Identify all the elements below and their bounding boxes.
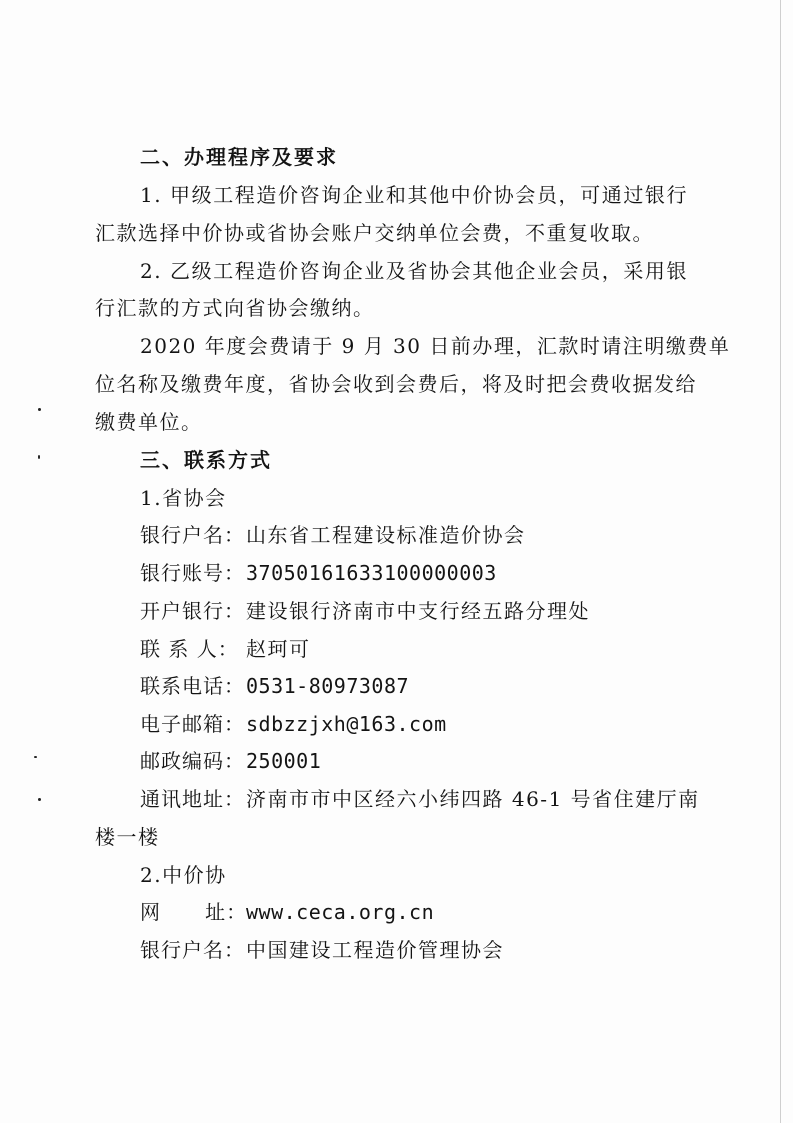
scan-edge-line [780, 0, 781, 1123]
provincial-bank-row [140, 597, 590, 625]
provincial-account-no-row [140, 559, 497, 587]
provincial-email-row [140, 710, 447, 738]
account-name-value: 山东省工程建设标准造价协会 [246, 523, 526, 547]
cca-account-name-label: 银行户名： [140, 938, 245, 962]
provincial-association-title: 1.省协会 [140, 486, 227, 510]
provincial-contact-row [140, 635, 311, 663]
provincial-address-row [140, 785, 700, 813]
account-no-value: 37050161633100000003 [246, 561, 497, 585]
scan-speck [38, 408, 41, 411]
section2-paragraph-line3: 缴费单位。 [95, 410, 203, 434]
address-label: 通讯地址： [140, 787, 245, 811]
scan-speck [38, 455, 40, 459]
bank-label: 开户银行： [140, 599, 245, 623]
cca-website-row [140, 898, 434, 926]
email-label: 电子邮箱： [140, 712, 245, 736]
cca-account-name-row [140, 936, 504, 964]
website-label: 网 址： [140, 900, 248, 924]
section3-heading: 三、联系方式 [140, 448, 272, 472]
postcode-value: 250001 [246, 749, 322, 773]
provincial-account-name-row [140, 521, 526, 549]
contact-value: 赵珂可 [246, 637, 311, 661]
scan-speck [38, 798, 41, 801]
provincial-address-line2: 楼一楼 [95, 825, 160, 849]
phone-label: 联系电话： [140, 674, 245, 698]
section2-paragraph-line2: 位名称及缴费年度，省协会收到会费后，将及时把会费收据发给 [95, 372, 697, 396]
account-no-label: 银行账号： [140, 561, 245, 585]
section2-heading: 二、办理程序及要求 [140, 145, 338, 169]
cca-title: 2.中价协 [140, 863, 227, 887]
phone-value: 0531-80973087 [246, 674, 410, 698]
section2-item1-line2: 汇款选择中价协或省协会账户交纳单位会费，不重复收取。 [95, 221, 654, 245]
provincial-phone-row [140, 672, 409, 700]
address-value-line1: 济南市市中区经六小纬四路 46-1 号省住建厅南 [246, 787, 700, 811]
section2-paragraph-line1: 2020 年度会费请于 9 月 30 日前办理，汇款时请注明缴费单 [140, 334, 731, 358]
website-value: www.ceca.org.cn [246, 900, 435, 924]
postcode-label: 邮政编码： [140, 749, 245, 773]
section2-item2-line1: 2. 乙级工程造价咨询企业及省协会其他企业会员，采用银 [140, 259, 688, 283]
email-value: sdbzzjxh@163.com [246, 712, 447, 736]
scan-speck [34, 756, 37, 758]
provincial-postcode-row [140, 747, 321, 775]
bank-value: 建设银行济南市中支行经五路分理处 [246, 599, 590, 623]
section2-item1-line1: 1. 甲级工程造价咨询企业和其他中价协会员，可通过银行 [140, 183, 688, 207]
section2-item2-line2: 行汇款的方式向省协会缴纳。 [95, 296, 375, 320]
account-name-label: 银行户名： [140, 523, 245, 547]
contact-label: 联 系 人： [140, 637, 239, 661]
cca-account-name-value: 中国建设工程造价管理协会 [246, 938, 504, 962]
